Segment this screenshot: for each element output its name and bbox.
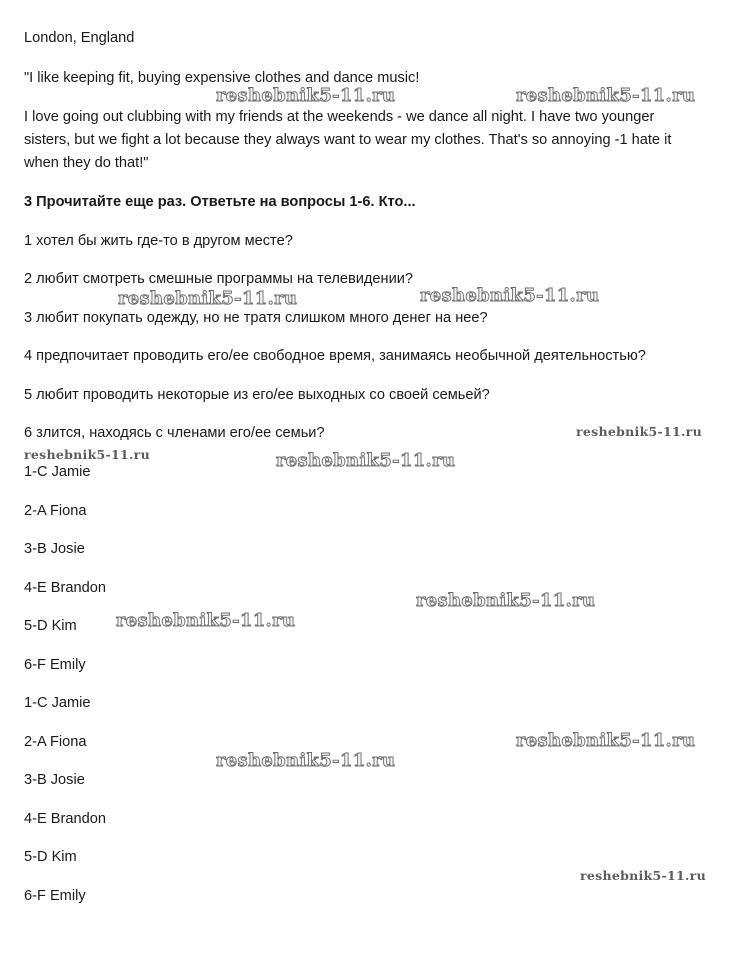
watermark: reshebnik5-11.ru bbox=[516, 730, 696, 751]
answer-6-second: 6-F Emily bbox=[24, 888, 86, 904]
answer-2-second: 2-A Fiona bbox=[24, 734, 87, 750]
quote-line-4: when they do that!" bbox=[24, 155, 149, 171]
watermark: reshebnik5-11.ru bbox=[118, 288, 298, 309]
question-4: 4 предпочитает проводить его/ее свободное время, занимаясь необычной деятельностью? bbox=[24, 348, 646, 364]
answer-5-first: 5-D Kim bbox=[24, 618, 77, 634]
watermark: reshebnik5-11.ru bbox=[420, 285, 600, 306]
quote-line-1: "I like keeping fit, buying expensive clothes and dance music! bbox=[24, 70, 420, 86]
answer-2-first: 2-A Fiona bbox=[24, 503, 87, 519]
answer-1-first: 1-C Jamie bbox=[24, 464, 91, 480]
watermark: reshebnik5-11.ru bbox=[416, 590, 596, 611]
quote-line-3: sisters, but we fight a lot because they always want to wear my clothes. That's so annoying -1 hate it bbox=[24, 132, 672, 148]
location-text: London, England bbox=[24, 30, 135, 46]
answer-4-first: 4-E Brandon bbox=[24, 580, 106, 596]
question-6: 6 злится, находясь с членами его/ее семьи? bbox=[24, 425, 325, 441]
answer-6-first: 6-F Emily bbox=[24, 657, 86, 673]
answer-4-second: 4-E Brandon bbox=[24, 811, 106, 827]
answer-3-second: 3-B Josie bbox=[24, 772, 85, 788]
watermark: reshebnik5-11.ru bbox=[24, 447, 150, 462]
watermark: reshebnik5-11.ru bbox=[516, 85, 696, 106]
watermark: reshebnik5-11.ru bbox=[216, 750, 396, 771]
task-heading: 3 Прочитайте еще раз. Ответьте на вопросы 1-6. Кто... bbox=[24, 194, 416, 210]
question-2: 2 любит смотреть смешные программы на телевидении? bbox=[24, 271, 413, 287]
quote-line-2: I love going out clubbing with my friends at the weekends - we dance all night. I have two younger bbox=[24, 109, 655, 125]
watermark: reshebnik5-11.ru bbox=[216, 85, 396, 106]
watermark: reshebnik5-11.ru bbox=[576, 424, 702, 439]
question-5: 5 любит проводить некоторые из его/ее выходных со своей семьей? bbox=[24, 387, 490, 403]
question-1: 1 хотел бы жить где-то в другом месте? bbox=[24, 233, 293, 249]
answer-3-first: 3-B Josie bbox=[24, 541, 85, 557]
answer-5-second: 5-D Kim bbox=[24, 849, 77, 865]
watermark: reshebnik5-11.ru bbox=[276, 450, 456, 471]
answer-1-second: 1-C Jamie bbox=[24, 695, 91, 711]
watermark: reshebnik5-11.ru bbox=[116, 610, 296, 631]
question-3: 3 любит покупать одежду, но не тратя слишком много денег на нее? bbox=[24, 310, 488, 326]
watermark: reshebnik5-11.ru bbox=[580, 868, 706, 883]
